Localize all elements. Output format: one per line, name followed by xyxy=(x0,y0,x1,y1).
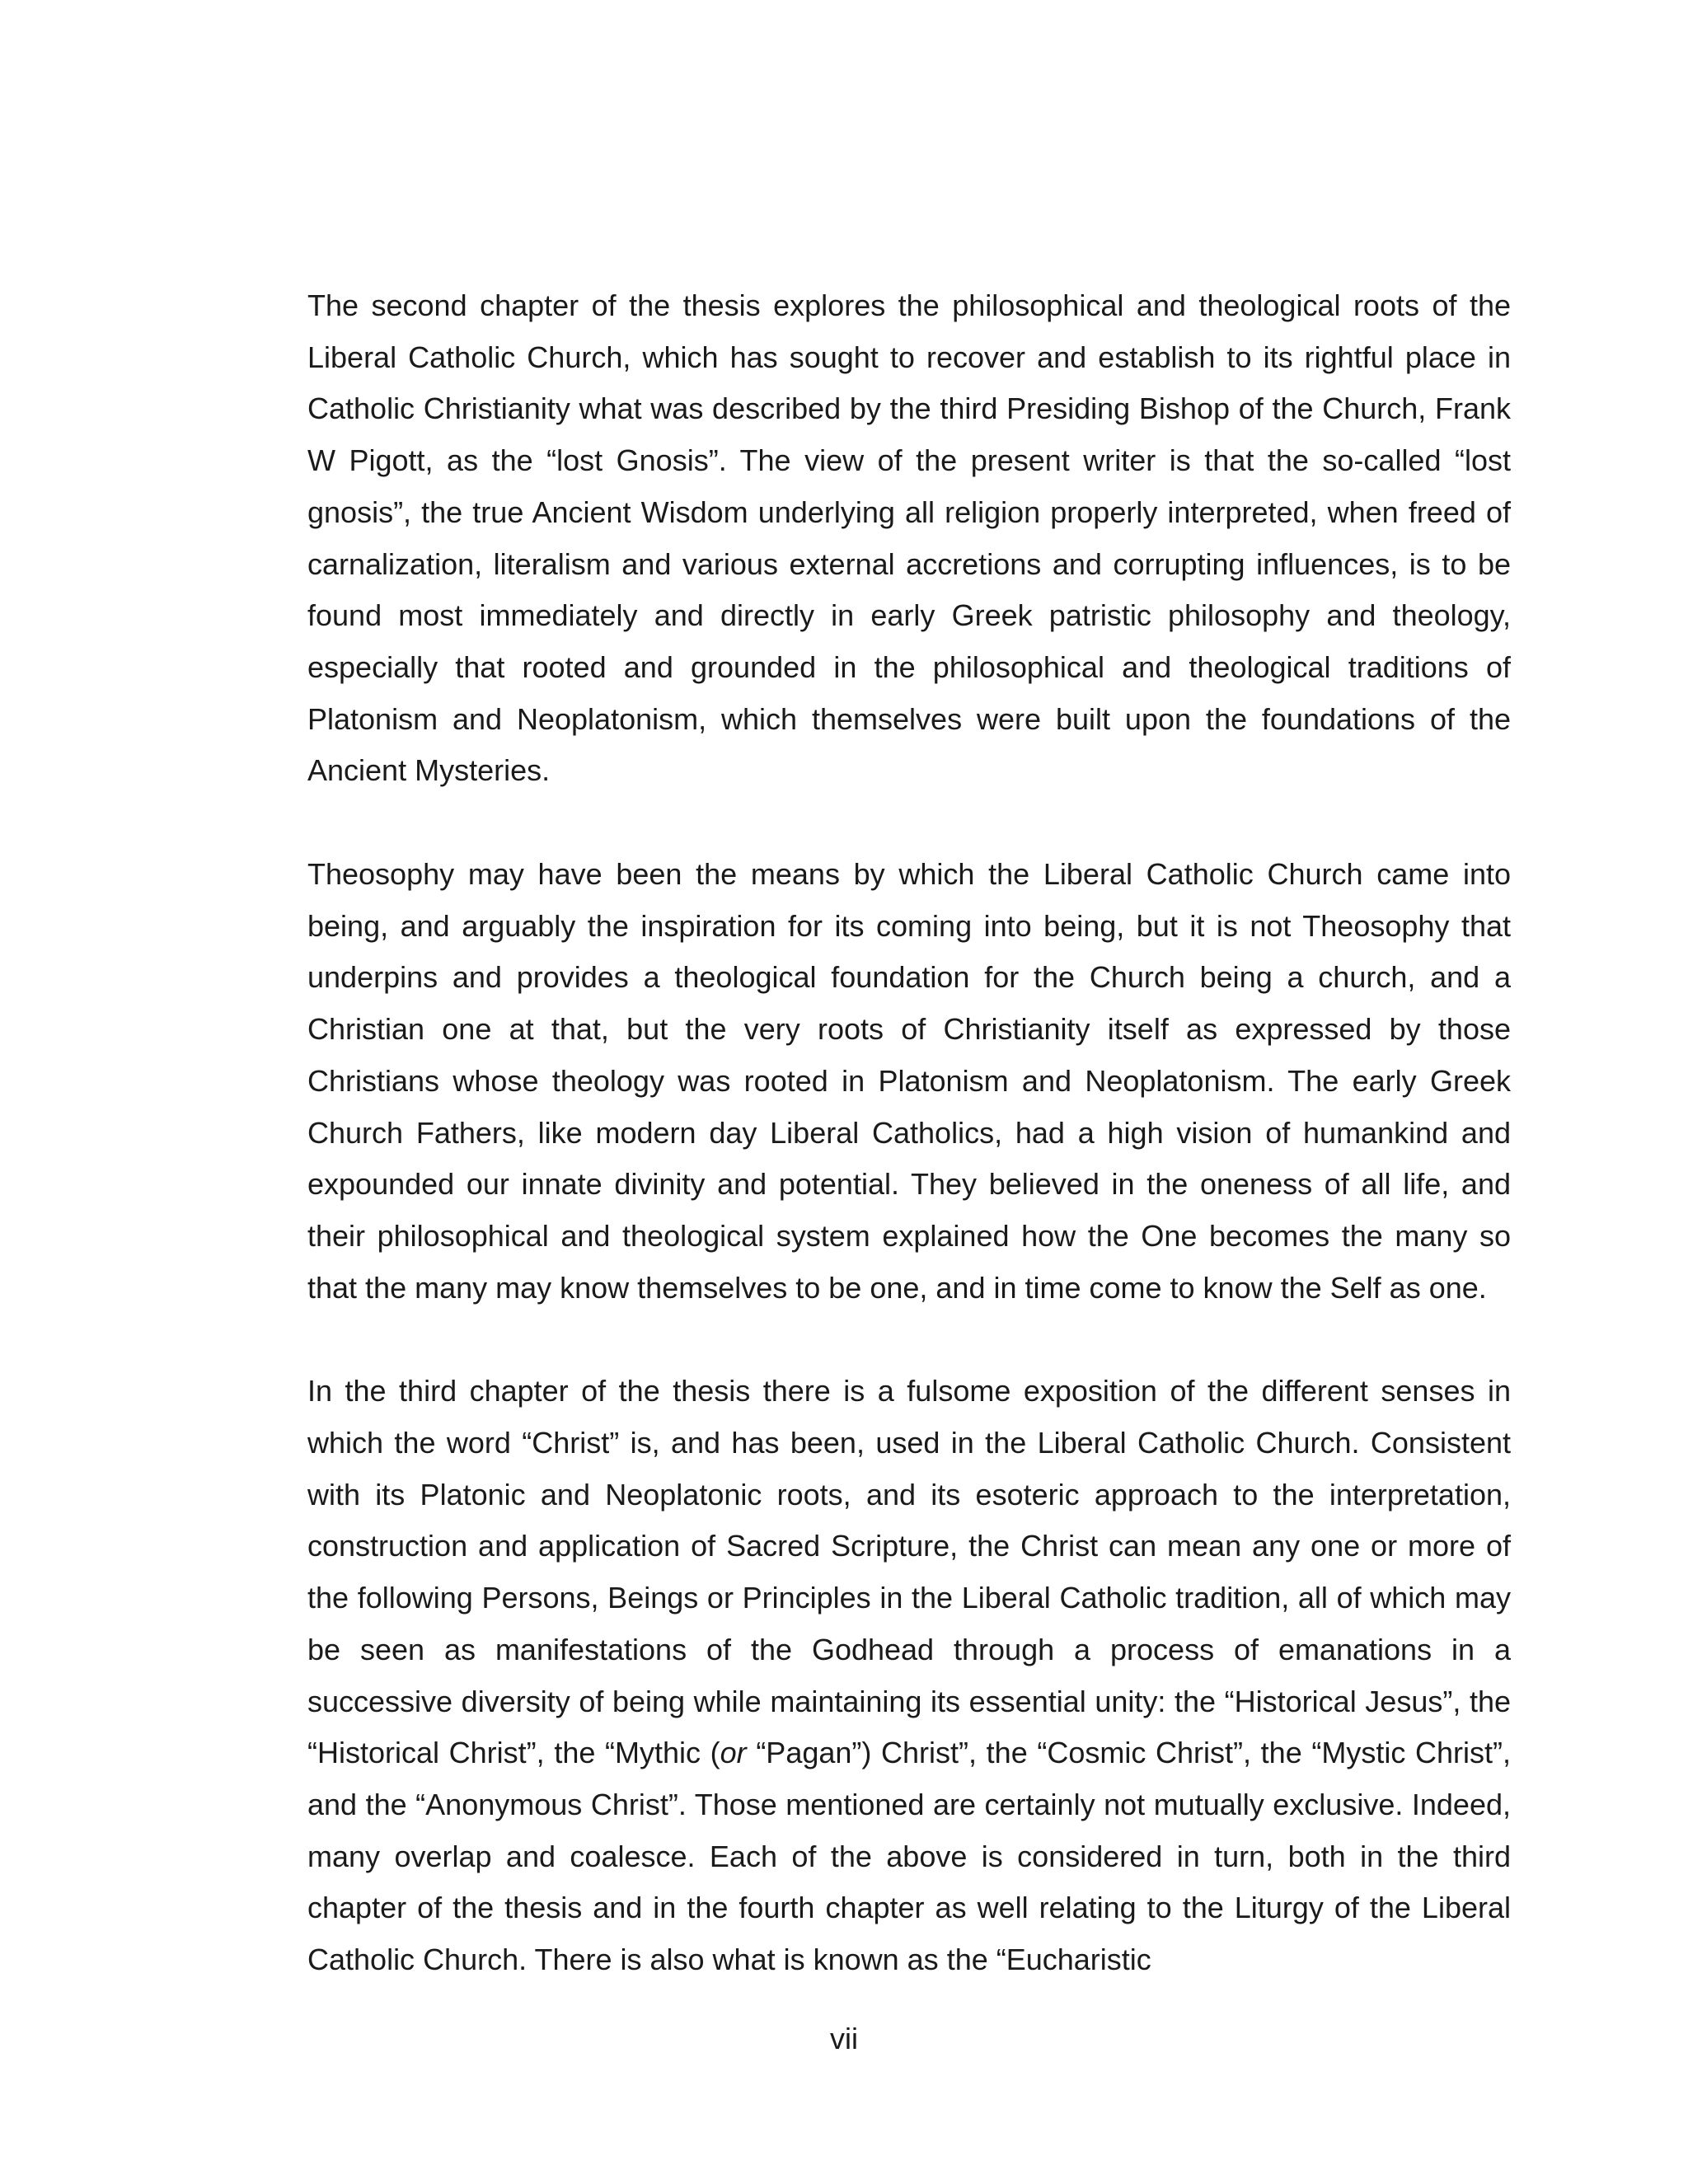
document-body xyxy=(307,280,1511,1986)
paragraph-3-italic: or xyxy=(720,1736,747,1770)
paragraph-3-text-a: In the third chapter of the thesis there is a fulsome exposition of the different senses in which the word “Christ” is, and has been, used in the Liberal Catholic Church. Consistent with its Platonic and Neoplatonic roots, and its esoteric approach to the interpretation, construction and application of Sacred Scripture, the Christ can mean any one or more of the following Persons, Beings or Principles in the Liberal Catholic tradition, all of which may be seen as manifestations of the Godhead through a process of emanations in a successive diversity of being while maintaining its essential unity: the “Historical Jesus”, the “Historical Christ”, the “Mythic ( xyxy=(307,1374,1511,1770)
paragraph-2: Theosophy may have been the means by which the Liberal Catholic Church came into being, and arguably the inspiration for its coming into being, but it is not Theosophy that underpins and provides a theological foundation for the Church being a church, and a Christian one at that, but the very roots of Christianity itself as expressed by those Christians whose theology was rooted in Platonism and Neoplatonism. The early Greek Church Fathers, like modern day Liberal Catholics, had a high vision of humankind and expounded our innate divinity and potential. They believed in the oneness of all life, and their philosophical and theological system explained how the One becomes the many so that the many may know themselves to be one, and in time come to know the Self as one. xyxy=(307,857,1511,1305)
page-number: vii xyxy=(830,2022,858,2055)
paragraph-1: The second chapter of the thesis explores the philosophical and theological roots of the Liberal Catholic Church, which has sought to recover and establish to its rightful place in Catholic Christianity what was described by the third Presiding Bishop of the Church, Frank W Pigott, as the “lost Gnosis”. The view of the present writer is that the so-called “lost gnosis”, the true Ancient Wisdom underlying all religion properly interpreted, when freed of carnalization, literalism and various external accretions and corrupting influences, is to be found most immediately and directly in early Greek patristic philosophy and theology, especially that rooted and grounded in the philosophical and theological traditions of Platonism and Neoplatonism, which themselves were built upon the foundations of the Ancient Mysteries. xyxy=(307,288,1511,788)
paragraph-3-text-b: “Pagan”) Christ”, the “Cosmic Christ”, the “Mystic Christ”, and the “Anonymous Christ”. Those mentioned are certainly not mutually exclusive. Indeed, many overlap and coalesce. Each of the above is considered in turn, both in the third chapter of the thesis and in the fourth chapter as well relating to the Liturgy of the Liberal Catholic Church. There is also what is known as the “Eucharistic xyxy=(307,1736,1511,1977)
paragraph-3 xyxy=(307,1366,1511,1985)
